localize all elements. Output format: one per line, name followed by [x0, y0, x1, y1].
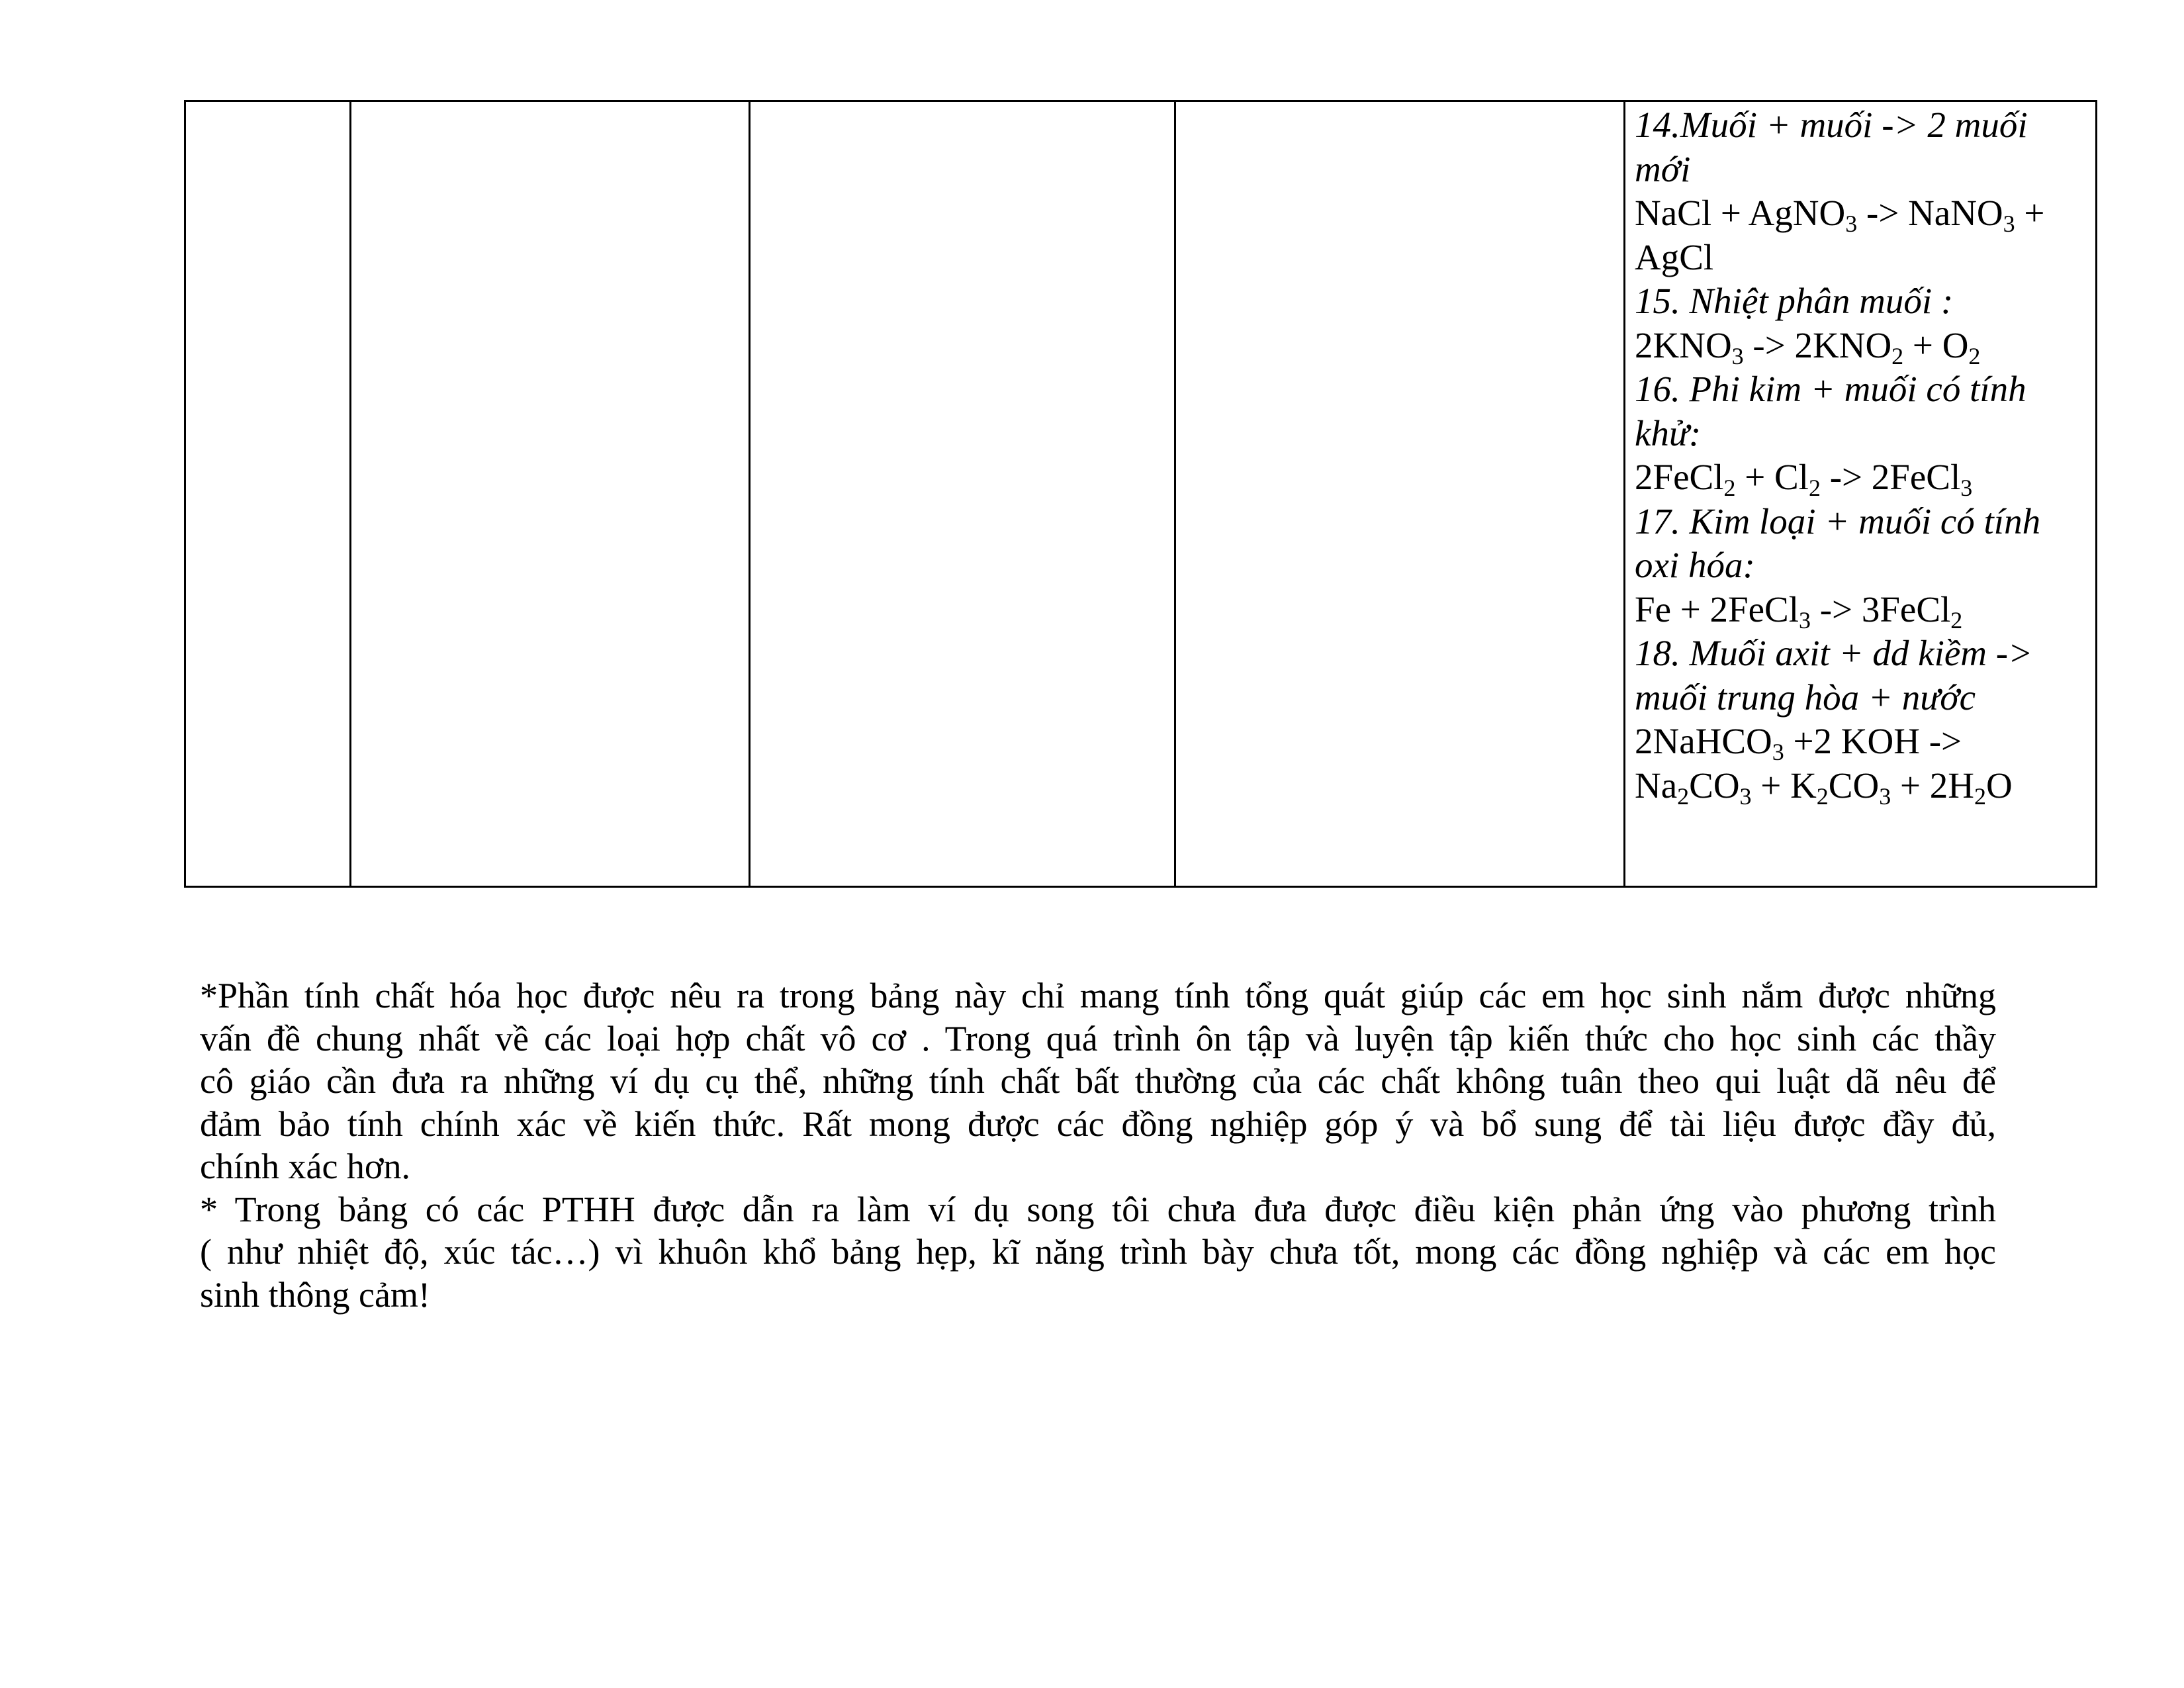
table-cell-reactions — [1635, 103, 2085, 808]
note-line: chính xác hơn. — [200, 1147, 410, 1186]
reaction-text: O — [1985, 765, 2013, 806]
subscript: 2 — [1968, 342, 1981, 369]
note-line: cô giáo cần đưa ra những ví dụ cụ thể, những tính chất bất thường của các chất không tuân theo qui luật dã nêu để — [200, 1061, 1996, 1101]
subscript: 3 — [1731, 342, 1744, 369]
subscript: 2 — [1950, 606, 1963, 633]
subscript: 3 — [1772, 739, 1784, 765]
note-line: sinh thông cảm! — [200, 1274, 430, 1315]
reaction-line — [1635, 588, 2085, 632]
subscript: 2 — [1808, 475, 1821, 501]
notes-section — [200, 974, 1996, 1316]
reaction-line — [1635, 412, 2085, 456]
note-line: đảm bảo tính chính xác về kiến thức. Rất mong được các đồng nghiệp góp ý và bổ sung để tài liệu được đầy đủ, — [200, 1103, 1996, 1144]
reaction-text: Fe + 2FeCl — [1635, 588, 1799, 630]
reaction-line — [1635, 324, 2085, 368]
reaction-text: 2NaHCO — [1635, 721, 1772, 761]
reaction-text: khử: — [1635, 412, 1702, 453]
subscript: 3 — [2003, 211, 2015, 237]
subscript: 2 — [1723, 475, 1736, 501]
reaction-line — [1635, 500, 2085, 544]
subscript: 3 — [1960, 475, 1973, 501]
reaction-text: 14.Muối + muối -> 2 muối — [1635, 105, 2028, 145]
reaction-text: 18. Muối axit + dd kiềm -> — [1635, 633, 2033, 673]
reaction-line — [1635, 103, 2085, 148]
subscript: 2 — [1816, 782, 1829, 810]
reaction-text: AgCl — [1635, 236, 1714, 277]
reaction-line — [1635, 632, 2085, 676]
reaction-text: -> NaNO — [1857, 193, 2003, 233]
table-column-divider-2 — [749, 102, 751, 886]
reaction-text: -> 2KNO — [1743, 324, 1892, 365]
reaction-text: + O — [1903, 324, 1969, 365]
subscript: 3 — [1879, 782, 1891, 810]
reaction-text: + Cl — [1735, 457, 1809, 497]
reaction-text: muối trung hòa + nước — [1635, 677, 1976, 718]
reaction-text: mới — [1635, 148, 1691, 189]
note-line: *Phần tính chất hóa học được nêu ra trong bảng này chỉ mang tính tổng quát giúp các em học sinh nắm được những — [200, 976, 1996, 1015]
subscript: 2 — [1974, 782, 1986, 810]
table-column-divider-1 — [349, 102, 351, 886]
subscript: 3 — [1845, 211, 1858, 237]
reaction-line — [1635, 367, 2085, 412]
reaction-line — [1635, 279, 2085, 324]
reaction-text: oxi hóa: — [1635, 545, 1755, 585]
reaction-text: CO — [1689, 765, 1740, 806]
reaction-text: + 2H — [1891, 765, 1974, 806]
reaction-text: 17. Kim loại + muối có tính — [1635, 500, 2041, 541]
note-line: ( như nhiệt độ, xúc tác…) vì khuôn khổ bảng hẹp, kĩ năng trình bày chưa tốt, mong các đồng nghiệp và các em học — [200, 1232, 1996, 1272]
reaction-text: -> 3FeCl — [1810, 588, 1951, 630]
reaction-line — [1635, 455, 2085, 500]
subscript: 2 — [1677, 782, 1690, 810]
reaction-line — [1635, 543, 2085, 588]
reaction-text: 15. Nhiệt phân muối : — [1635, 281, 1954, 321]
reaction-text: + K — [1751, 765, 1817, 806]
reaction-line — [1635, 236, 2085, 280]
subscript: 3 — [1739, 782, 1752, 810]
reaction-text: CO — [1828, 765, 1880, 806]
table-column-divider-4 — [1623, 102, 1625, 886]
reaction-text: + — [2015, 193, 2045, 233]
reaction-text: -> 2FeCl — [1820, 457, 1961, 497]
reaction-text: 16. Phi kim + muối có tính — [1635, 369, 2026, 409]
reaction-text: NaCl + AgNO — [1635, 193, 1846, 233]
subscript: 3 — [1798, 606, 1811, 633]
reaction-text: +2 KOH -> — [1784, 721, 1962, 761]
reaction-line — [1635, 676, 2085, 720]
note-line: vấn đề chung nhất về các loại hợp chất vô cơ . Trong quá trình ôn tập và luyện tập kiến thức cho học sinh các thầy — [200, 1018, 1996, 1058]
reaction-text: 2FeCl — [1635, 457, 1724, 497]
reaction-line — [1635, 148, 2085, 192]
reaction-line — [1635, 191, 2085, 236]
reaction-text: 2KNO — [1635, 324, 1732, 365]
reaction-line — [1635, 764, 2085, 808]
note-line: * Trong bảng có các PTHH được dẫn ra làm ví dụ song tôi chưa đưa được điều kiện phản ứng vào phương trình — [200, 1189, 1996, 1229]
subscript: 2 — [1891, 342, 1904, 369]
reaction-line — [1635, 720, 2085, 764]
table-column-divider-3 — [1174, 102, 1176, 886]
reaction-text: Na — [1635, 765, 1678, 806]
